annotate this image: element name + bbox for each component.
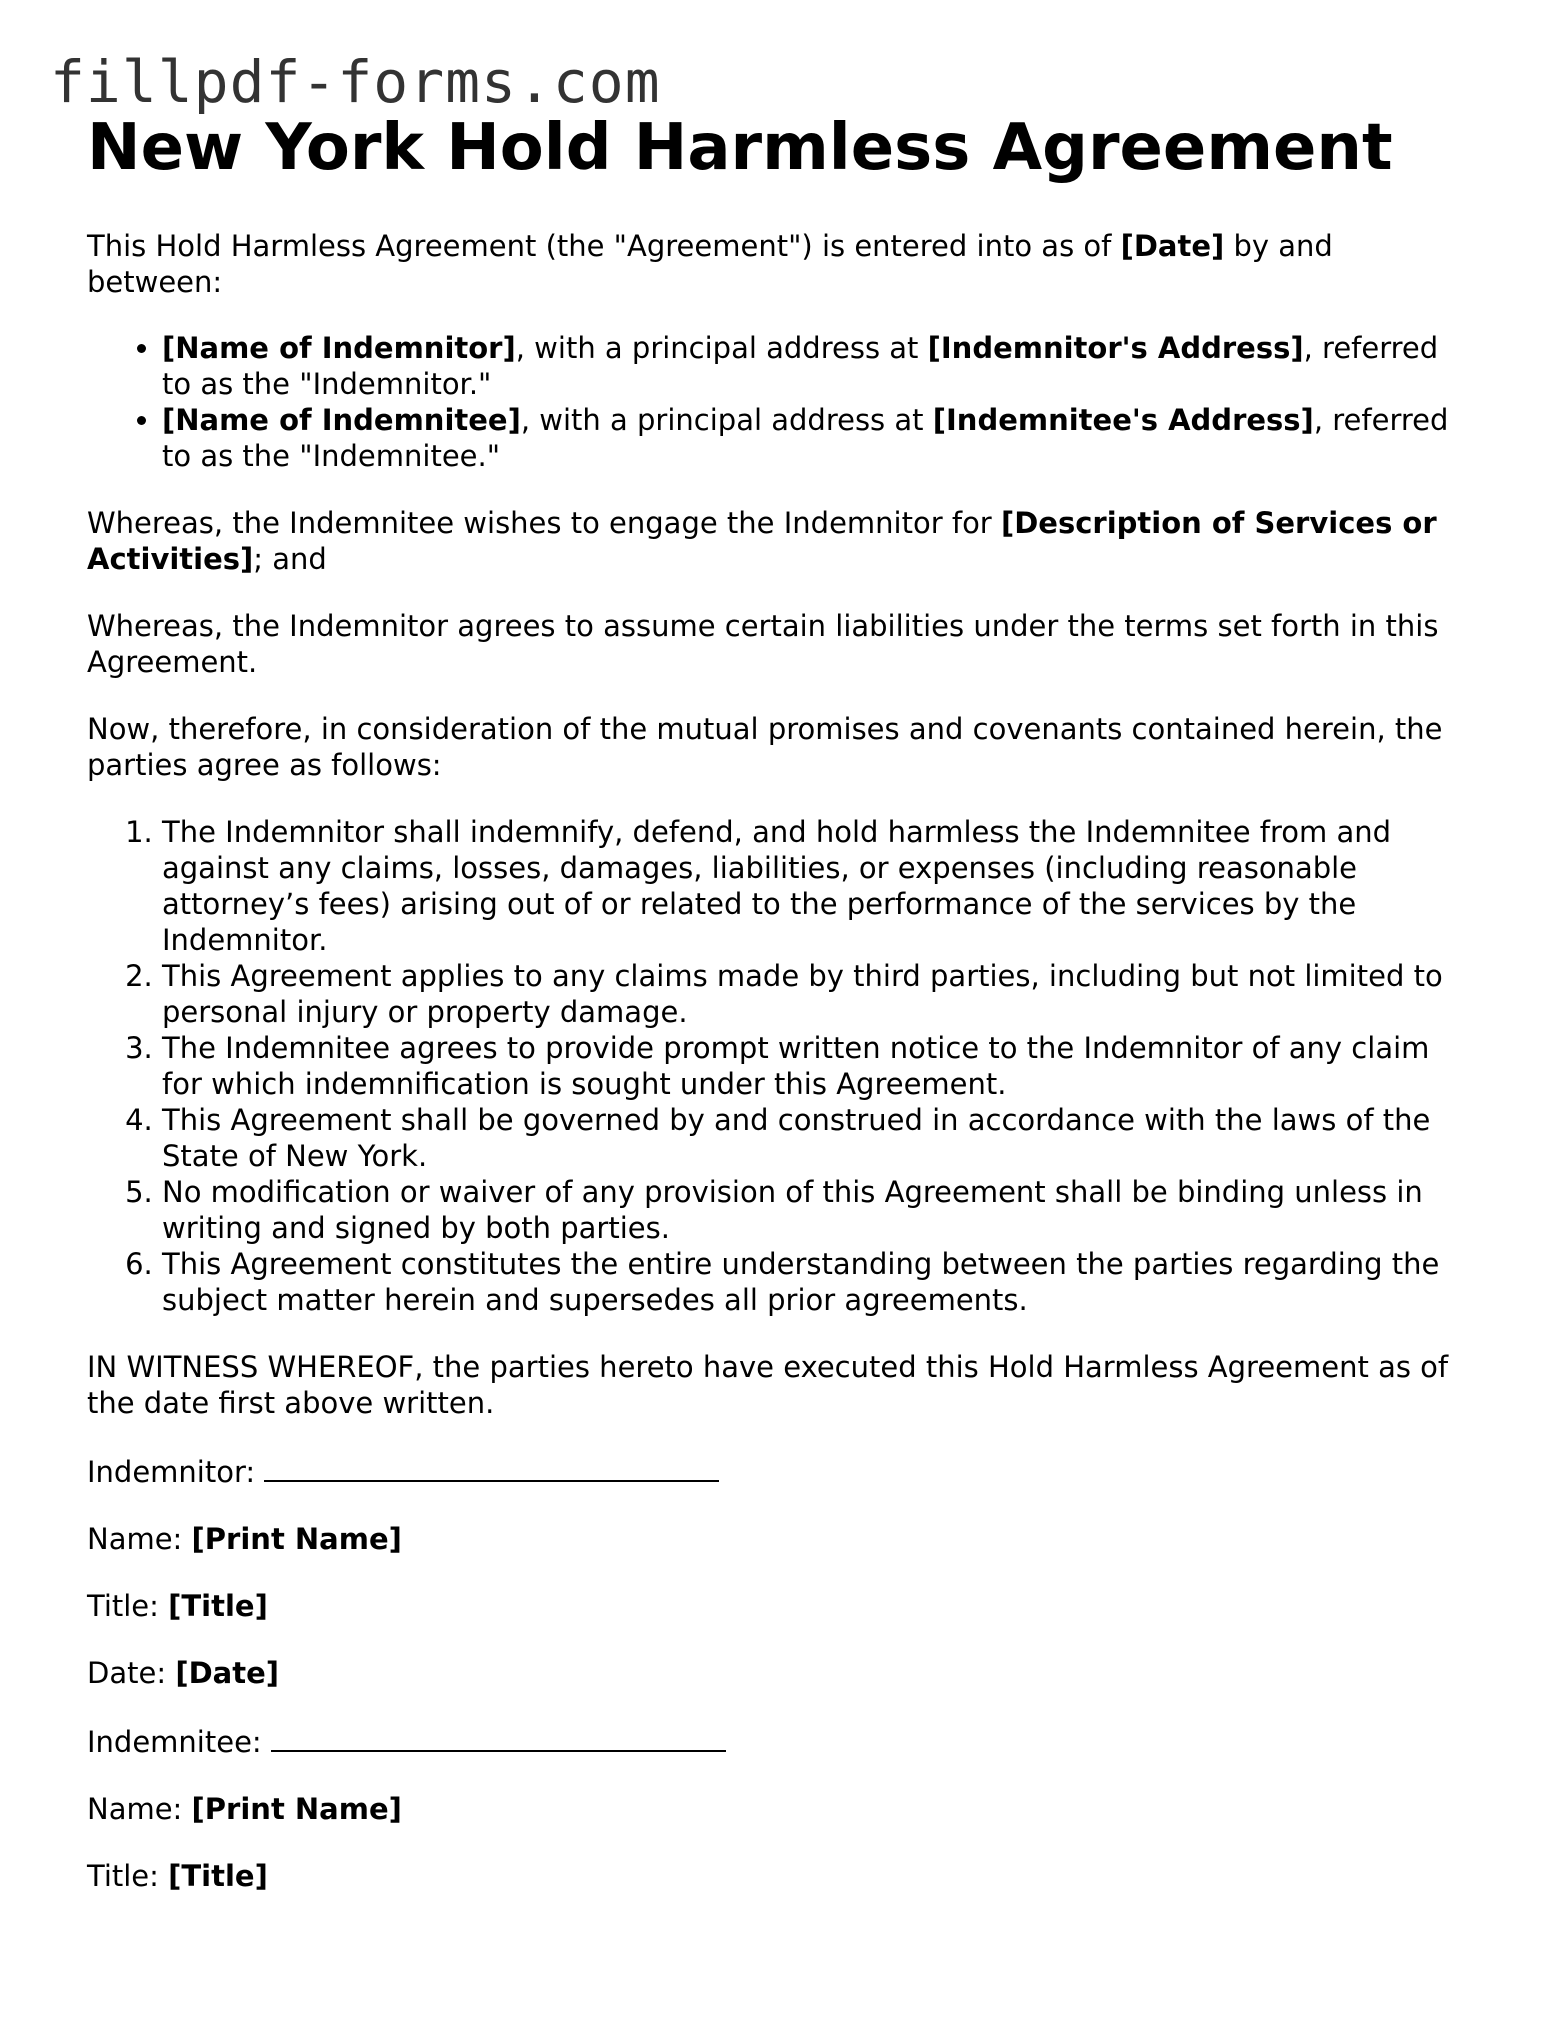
- indemnitee-address-placeholder: [Indemnitee's Address]: [932, 403, 1314, 437]
- indemnitee-name-placeholder: [Name of Indemnitee]: [162, 403, 521, 437]
- indemnitee-signature-row: [87, 1722, 1467, 1760]
- name-label: Name:: [87, 1522, 192, 1556]
- intro-paragraph: [87, 228, 1467, 300]
- whereas-text-1: Whereas, the Indemnitee wishes to engage the Indemnitor for: [87, 506, 1001, 540]
- indemnitee-label: Indemnitee:: [87, 1725, 271, 1759]
- date-placeholder: [Date]: [1120, 229, 1225, 263]
- term-item: 6. This Agreement constitutes the entire understanding between the parties regarding the subject matter herein and supersedes all prior agreements.: [162, 1246, 1467, 1318]
- term-item: 3. The Indemnitee agrees to provide prompt written notice to the Indemnitor of any claim for which indemnification is sought under this Agreement.: [162, 1030, 1467, 1102]
- indemnitor-title-row: [87, 1588, 1467, 1624]
- print-name-placeholder: [Print Name]: [191, 1792, 402, 1826]
- indemnitee-title-row: [87, 1858, 1467, 1894]
- title-placeholder: [Title]: [168, 1859, 268, 1893]
- indemnitor-address-placeholder: [Indemnitor's Address]: [927, 331, 1304, 365]
- parties-list: [87, 330, 1467, 474]
- party-text: , with a principal address at: [520, 403, 933, 437]
- intro-text-2: by and between:: [87, 229, 1333, 299]
- indemnitor-name-placeholder: [Name of Indemnitor]: [162, 331, 516, 365]
- name-label: Name:: [87, 1792, 192, 1826]
- indemnitor-date-row: [87, 1655, 1467, 1691]
- party-text: , referred to as the "Indemnitee.": [162, 403, 1449, 473]
- document-title: New York Hold Harmless Agreement: [87, 111, 1393, 185]
- now-therefore-paragraph: Now, therefore, in consideration of the mutual promises and covenants contained herein, the parties agree as follows:: [87, 712, 1443, 782]
- party-text: , with a principal address at: [515, 331, 928, 365]
- term-item: 5. No modification or waiver of any provision of this Agreement shall be binding unless in writing and signed by both parties.: [162, 1174, 1467, 1246]
- term-item: 1. The Indemnitor shall indemnify, defend, and hold harmless the Indemnitee from and against any claims, losses, damages, liabilities, or expenses (including reasonable attorney’s fees) arising out of or related to the performance of the services by the Indemnitor.: [162, 814, 1467, 958]
- indemnitor-label: Indemnitor:: [87, 1455, 265, 1489]
- term-item: 4. This Agreement shall be governed by and construed in accordance with the laws of the State of New York.: [162, 1102, 1467, 1174]
- indemnitee-signature-line[interactable]: [271, 1722, 726, 1752]
- title-label: Title:: [87, 1859, 169, 1893]
- title-label: Title:: [87, 1589, 169, 1623]
- indemnitor-signature-line[interactable]: [264, 1452, 719, 1482]
- intro-text-1: This Hold Harmless Agreement (the "Agreement") is entered into as of: [87, 229, 1121, 263]
- term-item: 2. This Agreement applies to any claims made by third parties, including but not limited to personal injury or property damage.: [162, 958, 1467, 1030]
- whereas-paragraph-1: [87, 505, 1467, 577]
- title-placeholder: [Title]: [168, 1589, 268, 1623]
- party-text: , referred to as the "Indemnitor.": [162, 331, 1439, 401]
- print-name-placeholder: [Print Name]: [191, 1522, 402, 1556]
- witness-paragraph: IN WITNESS WHEREOF, the parties hereto have executed this Hold Harmless Agreement as of the date first above written.: [87, 1350, 1449, 1420]
- date-label: Date:: [87, 1656, 176, 1690]
- indemnitor-name-row: [87, 1521, 1467, 1557]
- watermark: fillpdf-forms.com: [50, 48, 661, 116]
- whereas-text-2: ; and: [253, 542, 327, 576]
- indemnitee-name-row: [87, 1791, 1467, 1827]
- date-placeholder: [Date]: [175, 1656, 279, 1690]
- party-indemnitee: [162, 402, 1467, 474]
- services-placeholder: [Description of Services or Activities]: [87, 506, 1437, 576]
- indemnitor-signature-row: [87, 1452, 1467, 1490]
- terms-list: [87, 814, 1467, 1318]
- document-page: [87, 108, 1467, 1894]
- whereas-paragraph-2: Whereas, the Indemnitor agrees to assume certain liabilities under the terms set forth in this Agreement.: [87, 609, 1439, 679]
- party-indemnitor: [162, 330, 1467, 402]
